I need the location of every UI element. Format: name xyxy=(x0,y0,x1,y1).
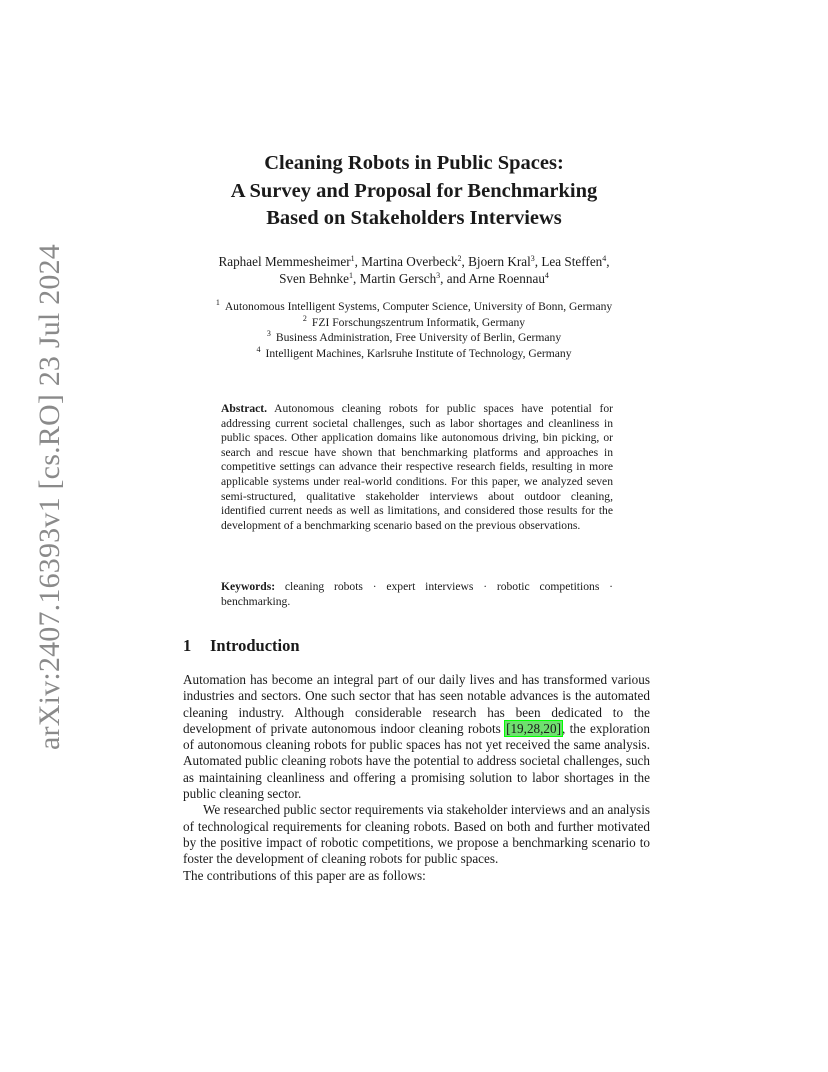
affiliation-text: Intelligent Machines, Karlsruhe Institute of Technology, Germany xyxy=(265,346,572,360)
author-separator: , xyxy=(353,271,360,286)
title-line: A Survey and Proposal for Benchmarking xyxy=(230,179,598,202)
author-affiliation-mark: 1 xyxy=(350,254,355,263)
affiliation-number: 2 xyxy=(302,313,307,323)
author-affiliation-mark: 3 xyxy=(530,254,535,263)
abstract xyxy=(221,402,613,533)
paragraph-text: , the exploration of autonomous cleaning robots for public spaces has not yet received the same analysis. Automated public cleaning robots have the potential to address societal challenges, such as maintaining cleanliness and offering a promising solution to labor shortages in the public cleaning sector. xyxy=(183,720,650,802)
author-name: Lea Steffen xyxy=(541,254,603,269)
keywords-label: Keywords: xyxy=(221,580,276,593)
author-affiliation-mark: 3 xyxy=(436,271,441,280)
section-title: Introduction xyxy=(210,636,300,655)
author-name: Arne Roennau xyxy=(468,271,545,286)
paragraph: The contributions of this paper are as follows: xyxy=(183,867,426,883)
affiliation-item xyxy=(0,315,828,331)
affiliation-text: FZI Forschungszentrum Informatik, Germany xyxy=(311,315,526,329)
author-name: Raphael Memmesheimer xyxy=(218,254,351,269)
paragraph: We researched public sector requirements via stakeholder interviews and an analysis of technological requirements for cleaning robots. Based on both and further motivated by the positive impact of robotic competitions, we propose a benchmarking scenario to foster the development of cleaning robots for public spaces. xyxy=(183,802,650,867)
author-affiliation-mark: 2 xyxy=(457,254,462,263)
keywords-text: cleaning robots · expert interviews · robotic competitions · benchmarking. xyxy=(221,580,613,608)
affiliation-number: 4 xyxy=(256,344,261,354)
affiliation-number: 1 xyxy=(215,298,220,307)
author-list xyxy=(0,253,828,287)
author-separator: , xyxy=(534,254,542,269)
author-affiliation-mark: 4 xyxy=(544,271,549,280)
author-name: Sven Behnke xyxy=(279,271,350,286)
author-line xyxy=(0,270,828,287)
affiliation-item xyxy=(0,299,828,315)
keywords xyxy=(221,580,613,609)
author-affiliation-mark: 4 xyxy=(602,254,607,263)
introduction-body xyxy=(183,672,650,884)
author-line xyxy=(0,253,828,270)
author-name: Martin Gersch xyxy=(359,271,437,286)
title-line: Based on Stakeholders Interviews xyxy=(266,207,562,229)
author-separator: , and xyxy=(440,271,469,286)
section-number: 1 xyxy=(183,636,192,655)
arxiv-identifier-stamp: arXiv:2407.16393v1 [cs.RO] 23 Jul 2024 xyxy=(33,244,66,750)
affiliation-item xyxy=(0,330,828,346)
author-separator: , xyxy=(354,254,362,269)
title-line: Cleaning Robots in Public Spaces: xyxy=(264,152,564,174)
affiliation-item xyxy=(0,346,828,362)
author-separator: , xyxy=(461,254,469,269)
author-affiliation-mark: 1 xyxy=(349,271,354,280)
paragraph-text: Automation has become an integral part of our daily lives and has transformed various industries and sectors. One such sector that has seen notable advances is the automated cleaning industry. Although considerable research has been dedicated to the development of private autonomous indoor cleaning robots xyxy=(183,672,650,736)
affiliation-text: Autonomous Intelligent Systems, Computer Science, University of Bonn, Germany xyxy=(224,300,613,313)
abstract-text: Autonomous cleaning robots for public spaces have potential for addressing current societal challenges, such as labor shortages and cleanliness in public spaces. Other application domains like autonomous driving, bin picking, or search and rescue have shown that benchmarking platforms and approaches in competitive settings can advance their respective research fields, resulting in more applicable systems under real-world conditions. For this paper, we analyzed seven semi-structured, qualitative stakeholder interviews about outdoor cleaning, identified current needs as well as limitations, and considered those results for the development of a benchmarking scenario based on the previous observations. xyxy=(221,402,613,532)
affiliation-number: 3 xyxy=(266,329,271,338)
paper-title xyxy=(0,150,828,233)
author-separator: , xyxy=(606,254,610,269)
section-heading-introduction xyxy=(183,636,300,656)
affiliation-list xyxy=(0,299,828,361)
author-name: Bjoern Kral xyxy=(468,254,531,269)
author-name: Martina Overbeck xyxy=(361,254,458,269)
paragraph xyxy=(183,672,650,802)
affiliation-text: Business Administration, Free University of Berlin, Germany xyxy=(275,331,562,344)
abstract-label: Abstract. xyxy=(221,402,268,415)
citation-link[interactable]: [19,28,20] xyxy=(506,720,562,736)
